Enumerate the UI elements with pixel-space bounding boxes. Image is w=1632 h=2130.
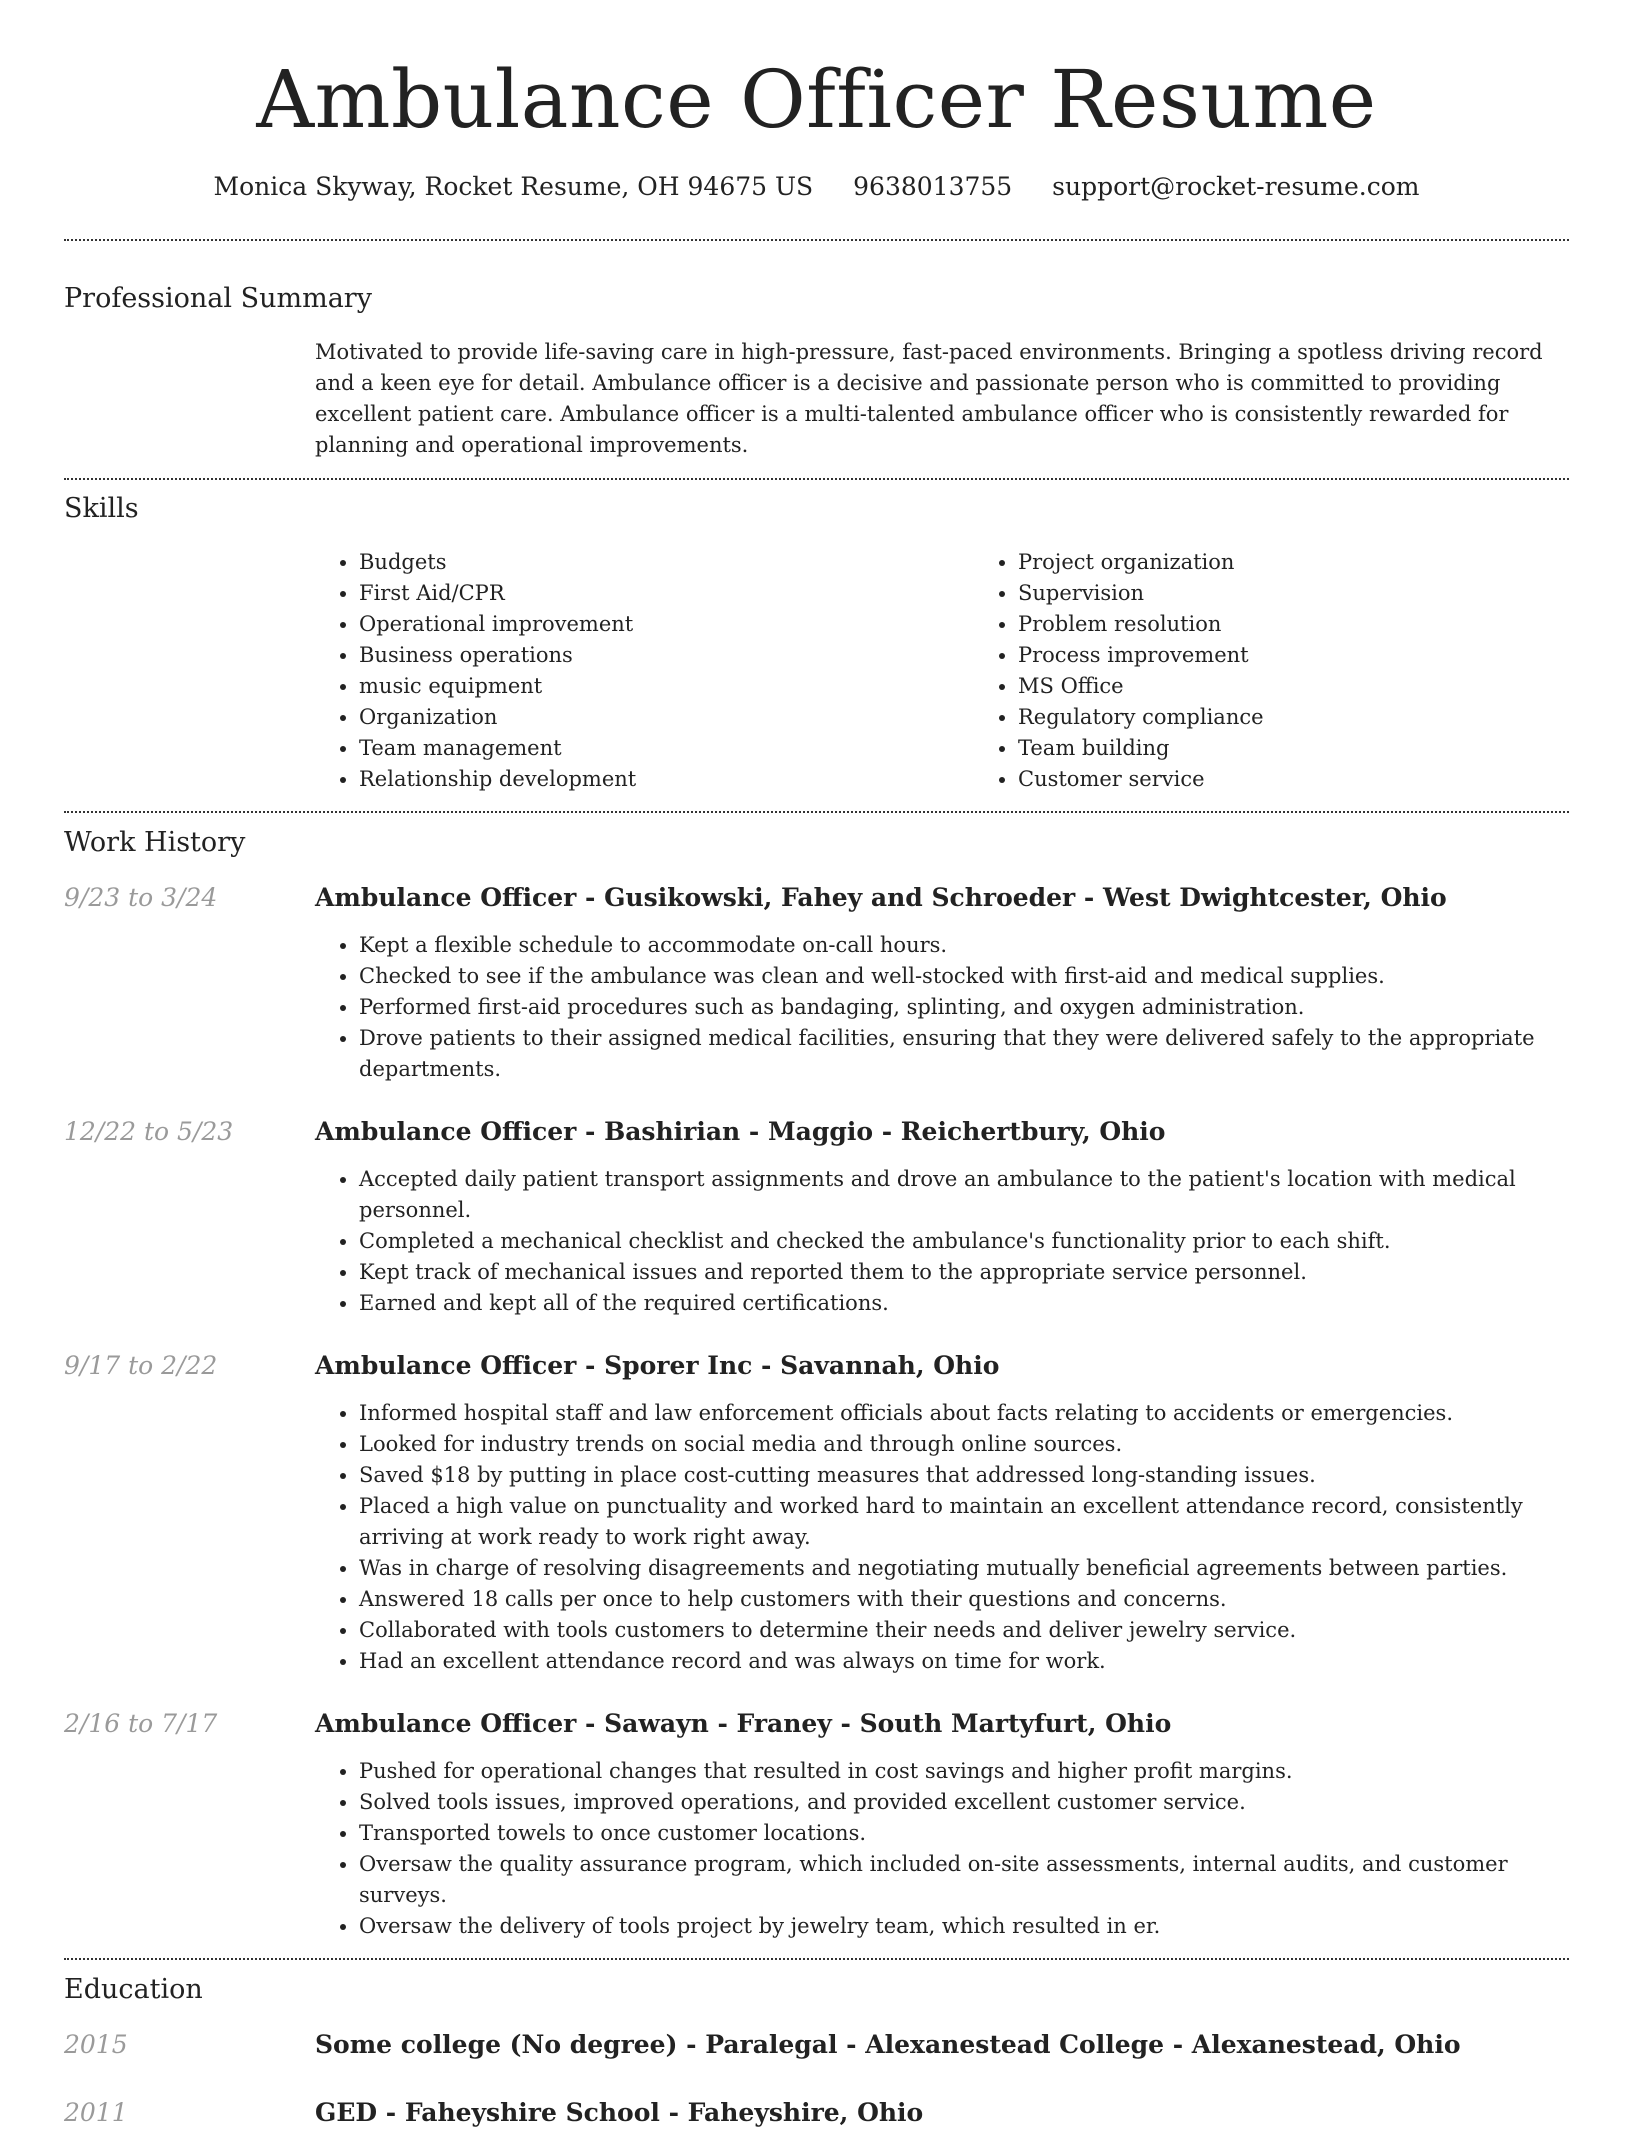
job-dates: 9/23 to 3/24 (64, 883, 218, 912)
job-bullet: • Looked for industry trends on social media and through online sources. (359, 1429, 1569, 1460)
job-entry (64, 1349, 1569, 1677)
summary-spacer (64, 337, 315, 461)
contact-line (64, 170, 1569, 204)
contact-address: Monica Skyway, Rocket Resume, OH 94675 US (213, 172, 814, 201)
job-bullet: • Oversaw the delivery of tools project by jewelry team, which resulted in er. (359, 1911, 1569, 1942)
contact-phone: 9638013755 (853, 172, 1013, 201)
skill-item: • Business operations (359, 640, 974, 671)
job-bullet: • Oversaw the quality assurance program, which included on-site assessments, internal audits, and customer surveys. (359, 1849, 1569, 1911)
resume-page (64, 0, 1569, 2130)
job-title: Ambulance Officer - Sawayn - Franey - South Martyfurt, Ohio (315, 1709, 1172, 1738)
job-bullet: • Was in charge of resolving disagreements and negotiating mutually beneficial agreements between parties. (359, 1553, 1569, 1584)
job-dates: 2/16 to 7/17 (64, 1709, 218, 1738)
job-bullet: • Kept a flexible schedule to accommodate on-call hours. (359, 930, 1569, 961)
skill-item: • Problem resolution (1018, 609, 1632, 640)
resume-title: Ambulance Officer Resume (256, 53, 1377, 146)
skill-item: • Project organization (1018, 547, 1632, 578)
job-dates: 12/22 to 5/23 (64, 1117, 234, 1146)
skill-item: • Team management (359, 733, 974, 764)
job-bullet: • Solved tools issues, improved operations, and provided excellent customer service. (359, 1787, 1569, 1818)
skill-item: • Relationship development (359, 764, 974, 795)
job-title: Ambulance Officer - Gusikowski, Fahey and Schroeder - West Dwightcester, Ohio (315, 883, 1447, 912)
job-bullet: • Accepted daily patient transport assignments and drove an ambulance to the patient's location with medical personnel. (359, 1164, 1569, 1226)
job-entry (64, 881, 1569, 1085)
job-title: Ambulance Officer - Bashirian - Maggio - Reichertbury, Ohio (315, 1117, 1166, 1146)
divider (64, 1958, 1569, 1960)
skill-item: • Budgets (359, 547, 974, 578)
education-entry (64, 2028, 1569, 2062)
education-year: 2011 (64, 2098, 128, 2127)
education-entry (64, 2096, 1569, 2130)
job-bullets (315, 930, 1569, 1085)
job-bullet: • Drove patients to their assigned medical facilities, ensuring that they were delivered safely to the appropriate departments. (359, 1023, 1569, 1085)
job-bullet: • Saved $18 by putting in place cost-cutting measures that addressed long-standing issues. (359, 1460, 1569, 1491)
education-title: Some college (No degree) - Paralegal - Alexanestead College - Alexanestead, Ohio (315, 2030, 1461, 2059)
skill-item: • Team building (1018, 733, 1632, 764)
skills-list-right (974, 547, 1632, 795)
skill-item: • music equipment (359, 671, 974, 702)
job-dates: 9/17 to 2/22 (64, 1351, 218, 1380)
skills-list-left (315, 547, 974, 795)
job-bullet: • Checked to see if the ambulance was clean and well-stocked with first-aid and medical supplies. (359, 961, 1569, 992)
divider (64, 239, 1569, 241)
contact-email: support@rocket-resume.com (1052, 172, 1420, 201)
job-bullet: • Completed a mechanical checklist and checked the ambulance's functionality prior to each shift. (359, 1226, 1569, 1257)
job-title: Ambulance Officer - Sporer Inc - Savannah, Ohio (315, 1351, 1000, 1380)
job-bullet: • Pushed for operational changes that resulted in cost savings and higher profit margins. (359, 1756, 1569, 1787)
job-bullets (315, 1164, 1569, 1319)
job-bullet: • Earned and kept all of the required certifications. (359, 1288, 1569, 1319)
job-bullets (315, 1398, 1569, 1677)
section-title-summary: Professional Summary (64, 283, 372, 314)
job-bullet: • Collaborated with tools customers to determine their needs and deliver jewelry service. (359, 1615, 1569, 1646)
section-title-skills: Skills (64, 493, 139, 524)
job-entry (64, 1707, 1569, 1942)
job-bullet: • Answered 18 calls per once to help customers with their questions and concerns. (359, 1584, 1569, 1615)
skill-item: • Supervision (1018, 578, 1632, 609)
job-entry (64, 1115, 1569, 1319)
skills-spacer (64, 547, 315, 795)
job-bullet: • Informed hospital staff and law enforcement officials about facts relating to accidents or emergencies. (359, 1398, 1569, 1429)
skills-row (64, 547, 1569, 795)
education-title: GED - Faheyshire School - Faheyshire, Ohio (315, 2098, 924, 2127)
skill-item: • Regulatory compliance (1018, 702, 1632, 733)
section-title-work-history: Work History (64, 827, 246, 858)
skill-item: • Process improvement (1018, 640, 1632, 671)
job-bullets (315, 1756, 1569, 1942)
education-year: 2015 (64, 2030, 128, 2059)
job-bullet: • Had an excellent attendance record and was always on time for work. (359, 1646, 1569, 1677)
job-bullet: • Transported towels to once customer locations. (359, 1818, 1569, 1849)
divider (64, 811, 1569, 813)
skill-item: • Organization (359, 702, 974, 733)
divider (64, 478, 1569, 480)
skill-item: • MS Office (1018, 671, 1632, 702)
job-bullet: • Kept track of mechanical issues and reported them to the appropriate service personnel. (359, 1257, 1569, 1288)
skill-item: • Customer service (1018, 764, 1632, 795)
skill-item: • Operational improvement (359, 609, 974, 640)
summary-text: Motivated to provide life-saving care in high-pressure, fast-paced environments. Bringing a spotless driving record and a keen eye for detail. Ambulance officer is a decisive and passionate person who is committed to providing excellent patient care. Ambulance officer is a multi-talented ambulance officer who is consistently rewarded for planning and operational improvements. (315, 340, 1543, 457)
job-bullet: • Performed first-aid procedures such as bandaging, splinting, and oxygen administration. (359, 992, 1569, 1023)
section-title-education: Education (64, 1974, 203, 2005)
summary-row (64, 337, 1569, 461)
job-bullet: • Placed a high value on punctuality and worked hard to maintain an excellent attendance record, consistently arriving at work ready to work right away. (359, 1491, 1569, 1553)
skill-item: • First Aid/CPR (359, 578, 974, 609)
